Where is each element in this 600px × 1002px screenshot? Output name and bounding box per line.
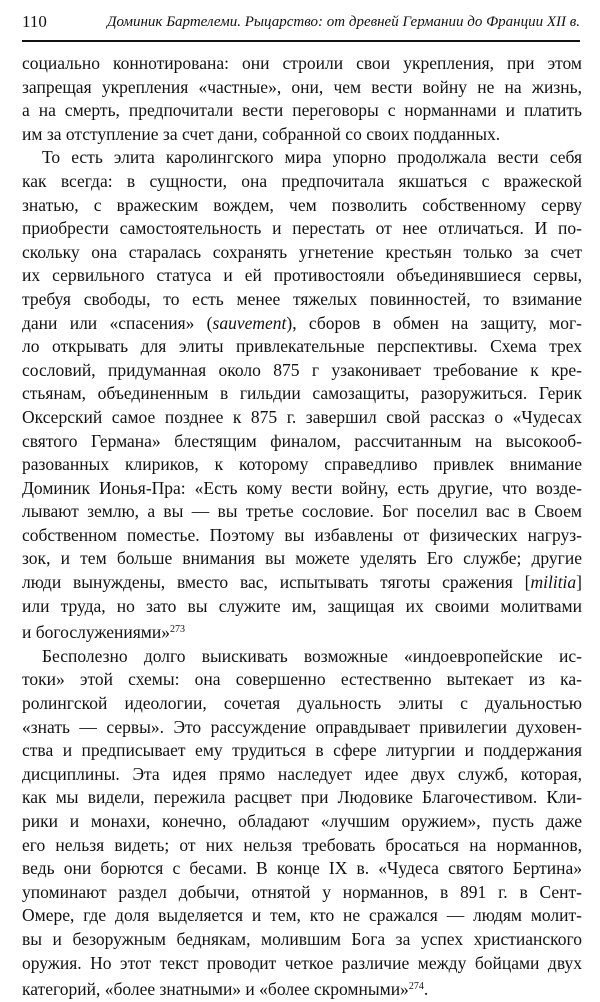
text-line: как всегда: в сущности, она предпочитала якшаться с вражеской [22,170,582,191]
italic-term: sauvement [212,312,287,333]
footnote-ref[interactable]: 274 [408,981,424,993]
text-line: им за отступление за счет дани, собранной со своих подданных. [22,123,501,144]
text-line: рики и монахи, конечно, обладают «лучшим оружием», пусть даже [22,811,582,831]
text-line: Оксерский самое позднее к 875 г. завершил свой рассказ о «Чудесах [22,406,582,427]
text-line: сословий, придуманная около 875 г узаконивает требование к кре- [22,359,582,380]
text-line: ведь они борются с бесами. В конце IX в. «Чудеса святого Бертина» [22,858,582,879]
text-line: категорий, «более знатными» и «более скромными»$^{274}$. [22,979,429,1000]
text-line: социально коннотирована: они строили свои укрепления, при этом [22,53,582,73]
text-line: Доминик Ионья-Пра: «Есть кому вести войну, есть другие, что возде- [22,477,582,498]
text-line: приобрести самостоятельность и перестать от нее отличаться. И по- [22,218,582,239]
text-line: стьянам, объединенным в гильдии самозащиты, разоружиться. Герик [22,383,582,404]
body-text [22,52,582,1002]
text-line: как мы видели, пережила расцвет при Людовике Благочестивом. Кли- [22,787,582,808]
text-line: «знать — сервы». Это рассуждение оправдывает привилегии духовен- [22,716,582,737]
text-line: собственном поместье. Поэтому вы избавлены от физических нагруз- [22,524,582,545]
text-line: запрещая укрепления «частные», они, чем вести войну не на жизнь, [22,76,582,97]
text-line: требуя свободы, то есть менее тяжелых повинностей, то взимание [22,288,582,309]
text-line: Омере, где доля выделяется и тем, кто не сражался — людям молит- [22,905,582,926]
text-line: То есть элита каролингского мира упорно продолжала вести себя [42,147,582,168]
page-number: 110 [22,12,47,31]
text-line: разованных клириков, к которому справедливо привлек внимание [22,454,582,475]
text-line: или труда, но зато вы служите им, защищая их своими молитвами [22,595,582,616]
footnote-ref[interactable]: 273 [169,624,185,636]
text-line: ства и предписывает ему трудиться в сфере литургии и поддержания [22,740,582,761]
header-rule [22,40,580,42]
text-line: святого Германа» блестящим финалом, рассчитанным на высокооб- [22,430,582,451]
italic-term: militia [530,572,577,593]
text-line: их сервильного статуса и ей противостояли объединявшиеся сервы, [22,265,582,286]
text-line: Бесполезно долго выискивать возможные «индоевропейские ис- [42,645,582,666]
text-line: вы и безоружным беднякам, молившим Бога за успех христианского [22,928,582,949]
text-line: оружия. Но этот текст проводит четкое различие между бойцами двух [22,952,582,973]
text-line: ло открывать для элиты привлекательные перспективы. Схема трех [22,336,582,357]
text-line: и богослужениями»$^{273}$ [22,622,185,643]
page-header [22,12,580,36]
text-line: упоминают раздел добычи, отнятой у норманнов, в 891 г. в Сент- [22,881,582,902]
text-line: токи» этой схемы: она совершенно естественно вытекает из ка- [22,669,582,690]
text-line: а на смерть, предпочитали вести переговоры с норманнами и платить [22,100,582,121]
text-line: зок, и тем больше внимания вы можете уделять Его службе; другие [22,548,582,569]
text-line: знатью, с вражеским вождем, чем позволить собственному серву [22,194,582,215]
text-line: его нельзя видеть; от них нельзя требовать бросаться на норманнов, [22,834,582,855]
text-line: люди вынуждены, вместо вас, испытывать тяготы сражения [militia] [22,572,582,593]
text-line: дани или «спасения» (sauvement), сборов в обмен на защиту, мог- [22,312,582,333]
running-head: Доминик Бартелеми. Рыцарство: от древней Германии до Франции XII в. [106,14,580,30]
text-line: дисциплины. Эта идея прямо наследует идее двух служб, которая, [22,763,582,784]
text-line: скольку она старалась сохранять угнетение крестьян только за счет [22,241,582,262]
text-line: лывают землю, а вы — вы третье сословие. Бог поселил вас в Своем [22,501,582,522]
text-line: ролингской идеологии, сочетая дуальность элиты с дуальностью [22,693,582,714]
